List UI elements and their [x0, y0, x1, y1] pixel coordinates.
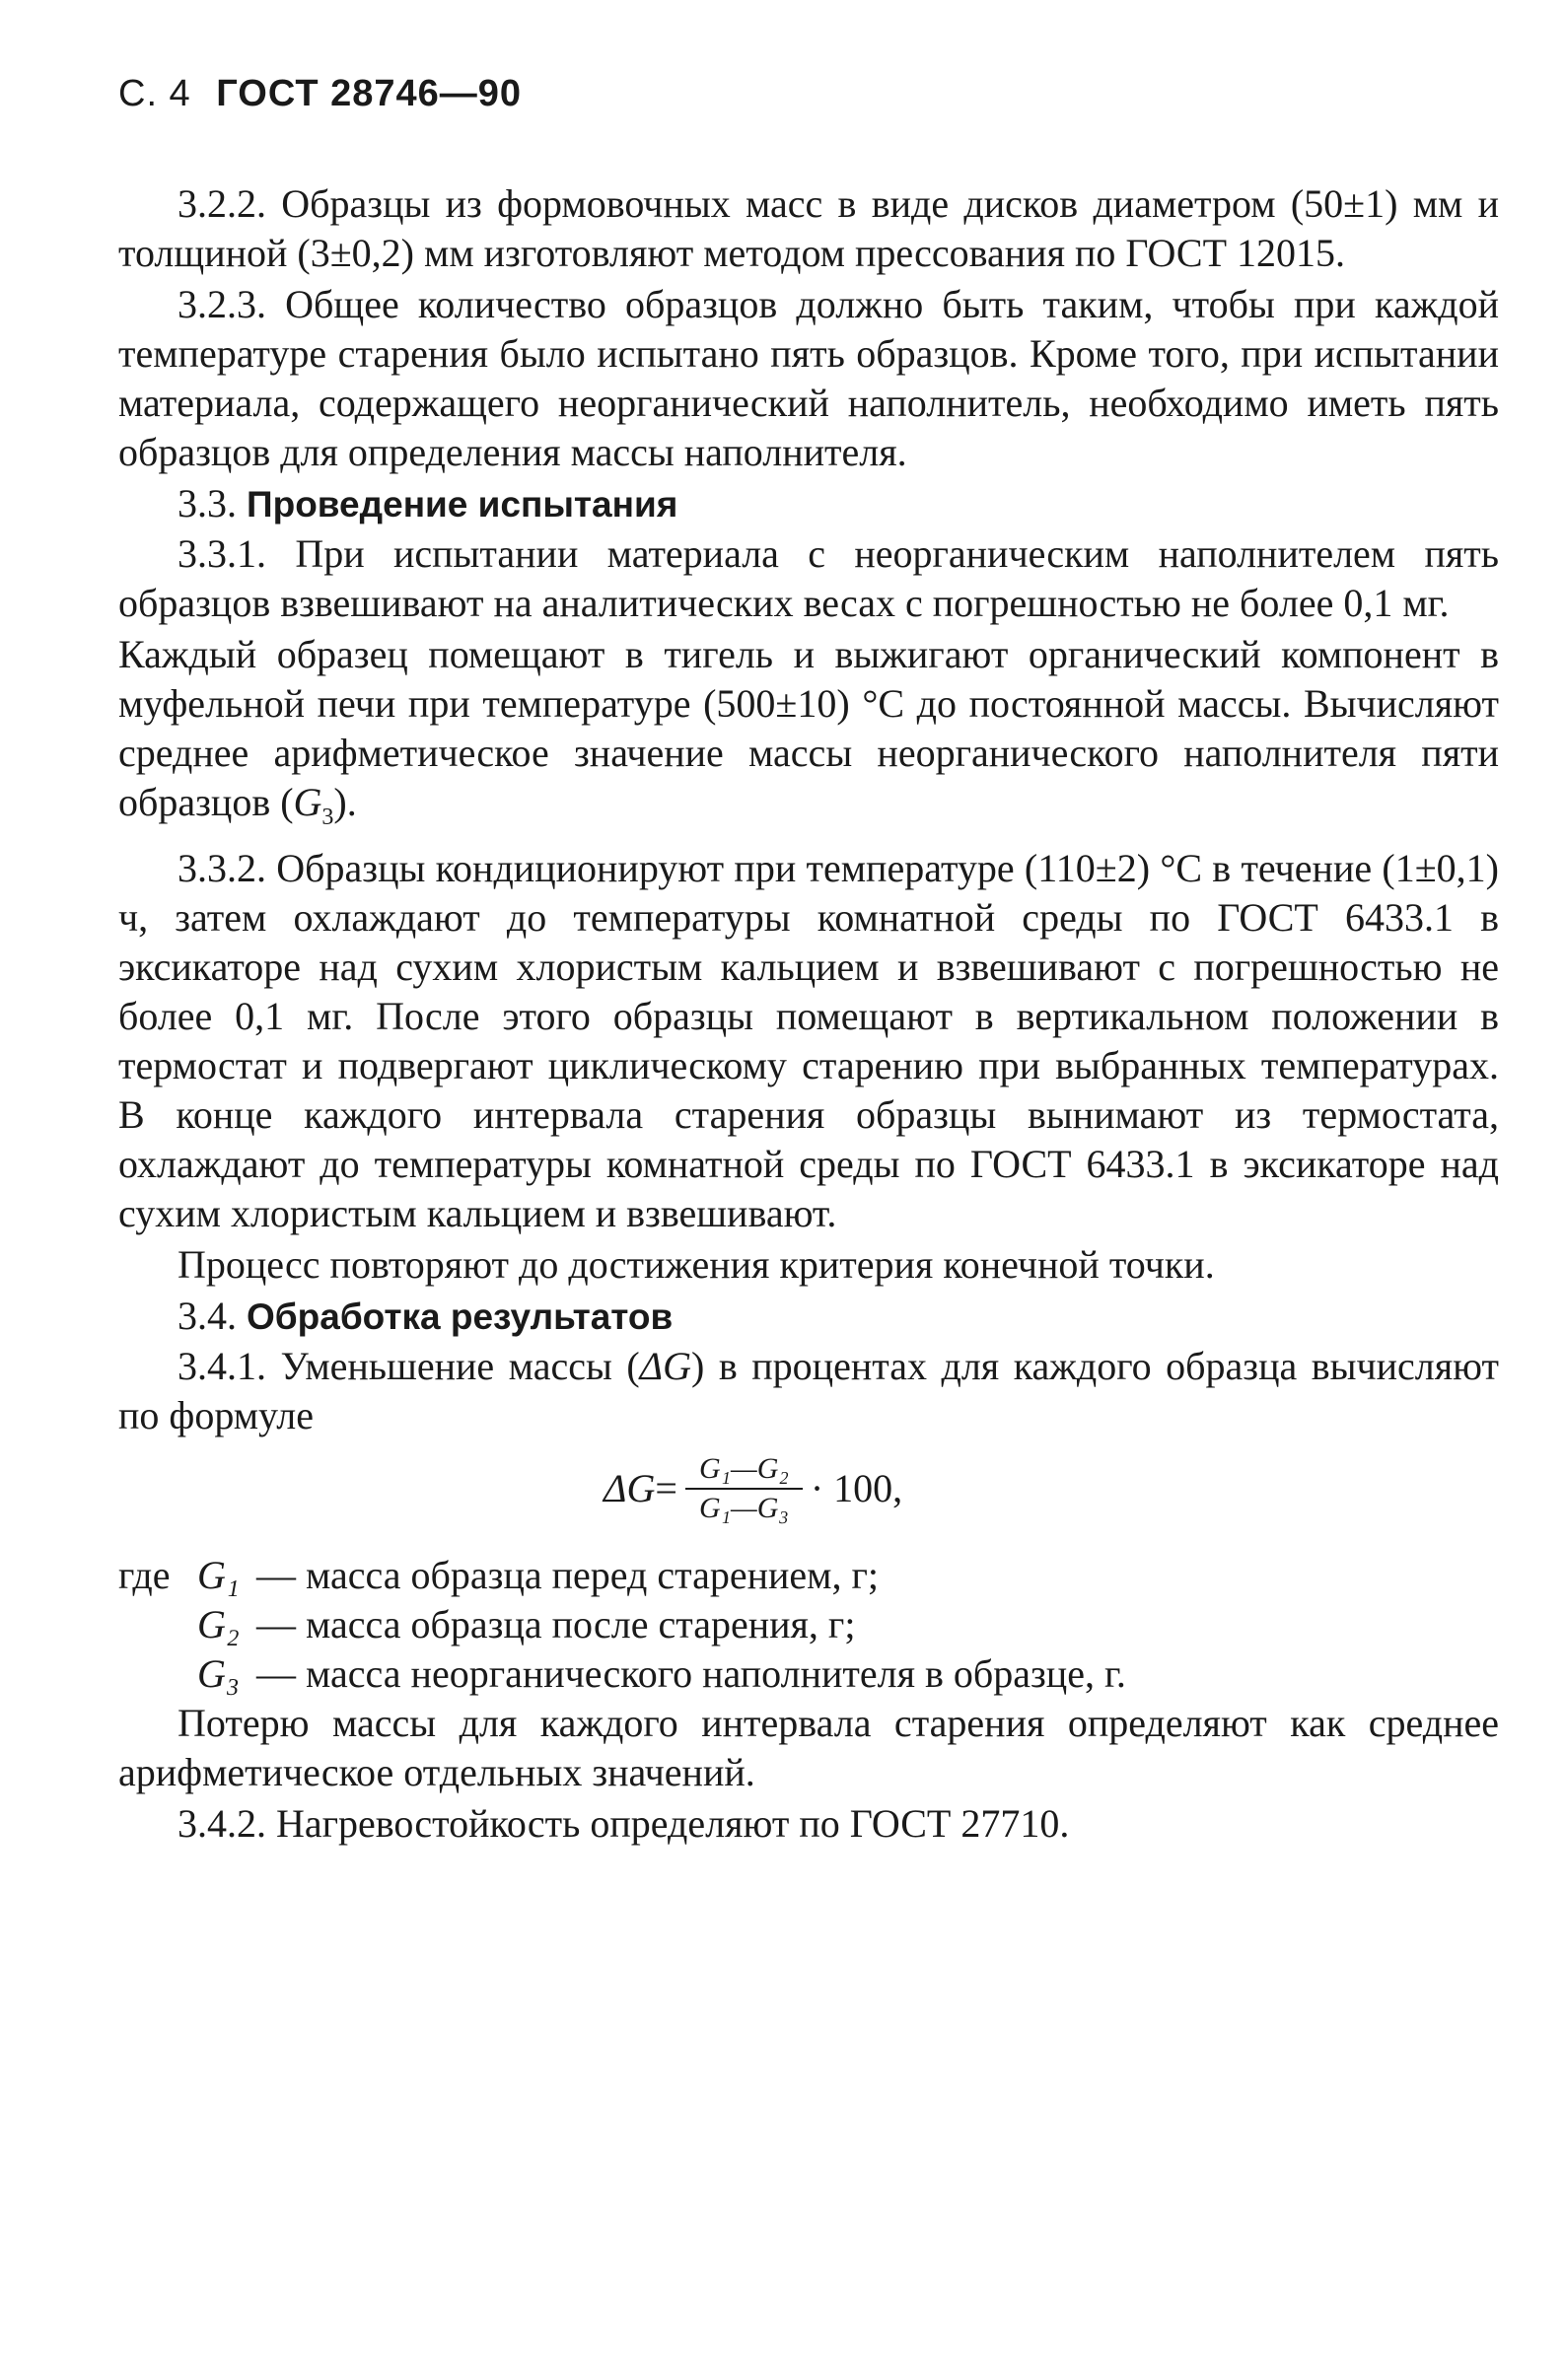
paragraph-3-3-2: 3.3.2. Образцы кондиционируют при температуре (110±2) °С в течение (1±0,1) ч, затем охлаждают до температуры комнатной среды по ГОСТ 6433.1 в эксикаторе над сухим хлористым кальцием и взвешивают с погрешностью не более 0,1 мг. После этого образцы помещают в вертикальном положении в термостат и подвергают циклическому старению при выбранных температурах. В конце каждого интервала старения образцы вынимают из термостата, охлаждают до температуры комнатной среды по ГОСТ 6433.1 в эксикаторе над сухим хлористым кальцием и взвешивают.	[118, 846, 1499, 1235]
variable-subscript: 3	[321, 805, 334, 830]
paragraph-text-end: ) в процентах для каждого образца вычисляют по формуле	[118, 1344, 1499, 1437]
definition-row	[118, 1649, 1499, 1699]
paragraph-3-3-1: 3.3.1. При испытании материала с неорганическим наполнителем пять образцов взвешивают на аналитических весах с погрешностью не более 0,1 мг.	[118, 531, 1499, 625]
definition-symbol: G₂	[197, 1602, 240, 1646]
section-number: 3.4.	[178, 1294, 237, 1338]
definition-row	[118, 1551, 1499, 1600]
paragraph-3-2-3: 3.2.3. Общее количество образцов должно быть таким, чтобы при каждой температуре старения было испытано пять образцов. Кроме того, при испытании материала, содержащего неорганический наполнитель, необходимо иметь пять образцов для определения массы наполнителя.	[118, 282, 1499, 474]
paragraph-3-2-2: 3.2.2. Образцы из формовочных масс в виде дисков диаметром (50±1) мм и толщиной (3±0,2) мм изготовляют методом прессования по ГОСТ 12015.	[118, 181, 1499, 275]
paragraph-mass-loss: Потерю массы для каждого интервала старения определяют как среднее арифметическое отдельных значений.	[118, 1701, 1499, 1794]
section-title: Проведение испытания	[247, 484, 678, 525]
section-heading-3-3	[118, 479, 1499, 529]
paragraph-process: Процесс повторяют до достижения критерия конечной точки.	[178, 1242, 1215, 1287]
section-title: Обработка результатов	[247, 1296, 674, 1337]
formula-fraction	[685, 1452, 803, 1525]
paragraph-3-4-1	[118, 1342, 1499, 1440]
paragraph-text: 3.4.1. Уменьшение массы (	[178, 1344, 640, 1388]
formula-rhs: · 100,	[810, 1466, 903, 1510]
definition-symbol: G₁	[197, 1553, 240, 1597]
page-number: С. 4	[118, 73, 191, 114]
definition-text: — масса образца перед старением, г;	[256, 1553, 879, 1597]
paragraph-end: ).	[333, 780, 357, 824]
definition-text: — масса неорганического наполнителя в образце, г.	[256, 1651, 1126, 1696]
where-label: где	[118, 1553, 171, 1597]
formula-numerator: G₁—G₂	[685, 1452, 803, 1490]
standard-number: ГОСТ 28746—90	[216, 73, 523, 114]
variable-delta-g: ΔG	[639, 1344, 692, 1388]
formula-equals: =	[655, 1466, 677, 1510]
formula-denominator: G₁—G₃	[698, 1492, 789, 1524]
paragraph-3-4-2: 3.4.2. Нагревостойкость определяют по ГОСТ 27710.	[178, 1801, 1070, 1846]
variable-definitions	[118, 1551, 1499, 1699]
paragraph-3-3-1-continued	[118, 630, 1499, 842]
definition-row	[118, 1600, 1499, 1649]
variable-g: G	[293, 780, 322, 824]
formula	[118, 1442, 1499, 1551]
formula-lhs: ΔG	[604, 1466, 656, 1510]
document-page	[118, 69, 1499, 1851]
section-heading-3-4	[118, 1292, 1499, 1342]
paragraph-text: Каждый образец помещают в тигель и выжигают органический компонент в муфельной печи при температуре (500±10) °С до постоянной массы. Вычисляют среднее арифметическое значение массы неорганического наполнителя пяти образцов (	[118, 632, 1499, 824]
section-number: 3.3.	[178, 481, 237, 525]
definition-symbol: G₃	[197, 1651, 240, 1696]
definition-text: — масса образца после старения, г;	[256, 1602, 856, 1646]
page-header	[118, 69, 1499, 118]
